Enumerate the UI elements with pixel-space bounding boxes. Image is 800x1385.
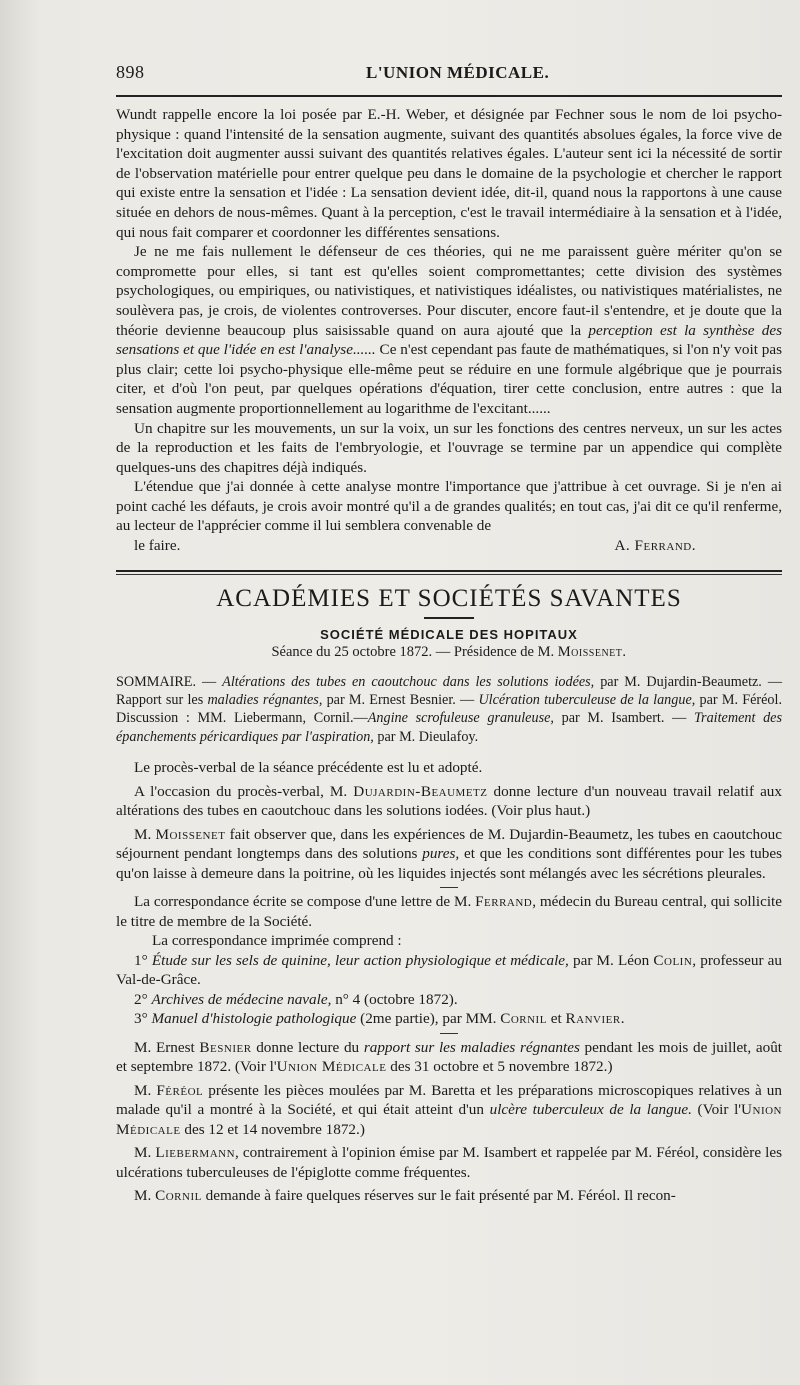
minutes-text: , contrairement à l'opinion émise par M. Isambert et rappelée par M. Féréol, considère les ulcérations tuberculeuses de l'épiglotte comme fréquentes. xyxy=(116,1144,782,1181)
session-text: Séance du 25 octobre 1872. — Présidence de M. xyxy=(271,643,558,660)
minutes-text: M. xyxy=(134,1144,156,1162)
summary-item: Altérations des tubes en caoutchouc dans les solutions iodées, xyxy=(222,673,595,690)
minutes-text: , professeur au Val-de-Grâce. xyxy=(116,951,782,989)
author-signature: A. Ferrand. xyxy=(614,537,696,555)
minutes-paragraph xyxy=(116,1038,782,1077)
review-paragraph-1: Wundt rappelle encore la loi posée par E.-H. Weber, et désignée par Fechner sous le nom de loi psycho-physique : quand l'intensité de la sensation augmente, suivant des quantités absolues égales, la force vive de l'excitation doit augmenter aussi suivant des quantités relatives égales. L'auteur sent ici la nécessité de sortir de l'observation matérielle pour entrer quelque peu dans le domaine de la psychologie et chercher le rapport qui existe entre la sensation et l'idée : La sensation devient idée, dit-il, quand nous la rapportons à une cause située en dehors de nous-mêmes. Quant à la perception, c'est le travail intermédiaire à la sensation et à l'idée, qui nous fait comparer et coordonner les différentes sensations. xyxy=(116,106,782,241)
section-rule-bottom xyxy=(116,574,782,575)
summary-block xyxy=(116,673,782,747)
session-president: Moissenet. xyxy=(557,643,627,660)
minutes-paragraph xyxy=(116,782,782,821)
list-number: 3° xyxy=(134,1010,152,1028)
minutes-text: présente les pièces moulées par M. Baretta et les préparations microscopiques relatives à un malade qu'il a montré à la Société, et qui était atteint d'un xyxy=(116,1081,782,1119)
minutes-text: des 31 octobre et 5 novembre 1872.) xyxy=(386,1058,613,1076)
summary-text-part: par M. Isambert. — xyxy=(553,710,694,727)
member-name: Liebermann xyxy=(155,1144,236,1162)
summary-label: SOMMAIRE. — xyxy=(116,673,223,690)
minutes-paragraph xyxy=(116,1081,782,1140)
member-name: Ferrand xyxy=(475,893,533,911)
page-header xyxy=(116,62,782,89)
minutes-paragraph: Le procès-verbal de la séance précédente est lu et adopté. xyxy=(134,759,483,777)
minutes-text: (Voir l' xyxy=(691,1101,742,1119)
review-text xyxy=(116,105,782,556)
minutes-text: et xyxy=(546,1010,566,1028)
summary-item: Traitement des épanchements péricardiques par l'aspiration, xyxy=(116,710,782,745)
minutes-paragraph xyxy=(116,892,782,931)
minutes-paragraph xyxy=(116,825,782,884)
member-name: Besnier xyxy=(199,1038,252,1056)
review-p2-start: Je ne me fais nullement le défenseur de ces théories, qui ne me paraissent guère mériter qu'on se compromette pour elles, si tant est qu'elles soient compromettantes; cette division des systèmes psychologiques, ou empiriques, ou nativistiques, et nativistiques idéalistes, ou nativistiques matérialistes, ne soulèvera pas, je crois, de violentes controverses. Pour discuter, encore faut-il s'entendre, et je doute que la théorie devienne beaucoup plus saisissable quand on aura ajouté que la xyxy=(116,243,782,339)
minutes-text: M. xyxy=(134,1081,157,1099)
minutes-text: , médecin du Bureau central, qui sollicite le titre de membre de la Société. xyxy=(116,893,783,930)
review-closing xyxy=(116,536,782,556)
minutes-paragraph xyxy=(116,1143,782,1182)
list-number: 1° xyxy=(134,951,152,969)
minutes-text: (2me partie), par MM. xyxy=(356,1010,501,1028)
member-name: Cornil xyxy=(500,1010,547,1028)
member-name: Colin xyxy=(653,951,693,969)
summary-item: Angine scrofuleuse granuleuse, xyxy=(367,710,554,727)
minutes-emphasis: pures, xyxy=(422,845,460,863)
header-rule xyxy=(116,95,782,97)
minutes-paragraph: La correspondance imprimée comprend : xyxy=(152,932,402,950)
session-line xyxy=(116,644,782,661)
list-number: 2° xyxy=(134,990,152,1008)
minutes-paragraph xyxy=(116,1186,782,1206)
journal-name: Union Médicale xyxy=(116,1101,782,1138)
society-name: SOCIÉTÉ MÉDICALE DES HOPITAUX xyxy=(320,626,578,642)
member-name: Ranvier xyxy=(565,1010,621,1028)
minutes-text: donne lecture du xyxy=(251,1038,364,1056)
minutes-text: et que les conditions sont différentes pour les tubes qu'on laisse à demeure dans la poitrine, où les liquides injectés sont mélangés avec les sécrétions pleurales. xyxy=(116,845,782,882)
review-p2-italic: perception est la synthèse des sensations et que l'idée en est l'analyse...... xyxy=(116,321,783,359)
minutes-text: M. Ernest xyxy=(134,1038,200,1056)
list-item xyxy=(116,990,782,1010)
minutes-text: n° 4 (octobre 1872). xyxy=(331,990,458,1008)
publication-title: Manuel d'histologie pathologique xyxy=(151,1010,357,1028)
summary-text-part: par M. Féréol. Discussion : MM. Liebermann, Cornil.— xyxy=(116,692,782,727)
session-minutes xyxy=(116,758,782,1206)
summary-text-part: par M. Dujardin-Beaumetz. — Rapport sur les xyxy=(116,673,783,709)
minutes-emphasis: ulcère tuberculeux de la langue. xyxy=(489,1101,692,1119)
page-number: 898 xyxy=(116,62,145,82)
publication-title: Archives de médecine navale, xyxy=(151,990,332,1008)
member-name: Cornil xyxy=(155,1187,202,1205)
minutes-text: par M. Léon xyxy=(568,951,654,969)
list-item xyxy=(116,1009,782,1029)
member-name: Moissenet xyxy=(155,825,226,843)
summary-item: Ulcération tuberculeuse de la langue, xyxy=(478,692,696,709)
summary-text xyxy=(116,673,782,747)
minutes-text: A l'occasion du procès-verbal, M. xyxy=(134,782,354,800)
section-title: ACADÉMIES ET SOCIÉTÉS SAVANTES xyxy=(216,584,682,612)
section-rule-top xyxy=(116,570,782,572)
review-paragraph-2 xyxy=(116,242,782,418)
divider xyxy=(440,1033,458,1034)
review-p2-end: Ce n'est cependant pas faute de mathématiques, si l'on n'y voit pas plus clair; cette loi psycho-physique elle-même peut se réduire en une formule algébrique que je pourrais citer, et d'où l'on peut, par quelques opérations d'équation, tirer cette conclusion, entre autres : que la sensation augmente proportionnellement au logarithme de l'excitant...... xyxy=(116,341,782,417)
minutes-text: donne lecture d'un nouveau travail relatif aux altérations des tubes en caoutchouc dans les solutions iodées. (Voir plus haut.) xyxy=(116,782,782,820)
minutes-text: fait observer que, dans les expériences de M. Dujardin-Beaumetz, les tubes en caoutchouc séjournent pendant longtemps dans des solutions xyxy=(116,825,782,863)
minutes-text: des 12 et 14 novembre 1872.) xyxy=(180,1120,365,1138)
summary-text-part: par M. Ernest Besnier. — xyxy=(322,692,479,709)
review-paragraph-4: L'étendue que j'ai donnée à cette analyse montre l'importance que j'attribue à cet ouvrage. Si je n'en ai point caché les défauts, je crois avoir montré qu'il a de grandes qualités; en tout cas, j'ai dit ce qu'il renferme, au lecteur de l'apprécier comme il lui semblera convenable de xyxy=(116,478,782,535)
review-paragraph-3: Un chapitre sur les mouvements, un sur la voix, un sur les fonctions des centres nerveux, un sur les actes de la reproduction et les faits de l'embryologie, et l'ouvrage se termine par un appendice qui complète quelques-uns des chapitres déjà indiqués. xyxy=(116,419,782,476)
running-title: L'UNION MÉDICALE. xyxy=(366,63,550,82)
minutes-text: . xyxy=(620,1010,625,1028)
title-rule xyxy=(424,617,474,619)
summary-text-part: par M. Dieulafoy. xyxy=(373,728,479,745)
minutes-text: pendant les mois de juillet, août et septembre 1872. (Voir l' xyxy=(116,1038,783,1076)
summary-item: maladies régnantes, xyxy=(207,692,323,709)
list-item xyxy=(116,951,782,990)
divider xyxy=(440,887,458,888)
minutes-text: La correspondance écrite se compose d'une lettre de M. xyxy=(134,893,476,911)
minutes-text: demande à faire quelques réserves sur le fait présenté par M. Féréol. Il recon- xyxy=(201,1187,676,1205)
member-name: Dujardin-Beaumetz xyxy=(353,782,488,800)
journal-name: Union Médicale xyxy=(276,1058,387,1076)
member-name: Féréol xyxy=(156,1081,204,1099)
minutes-emphasis: rapport sur les maladies régnantes xyxy=(363,1038,580,1056)
publication-title: Étude sur les sels de quinine, leur action physiologique et médicale, xyxy=(151,951,569,969)
minutes-text: M. xyxy=(134,1187,156,1205)
review-last-line: le faire. xyxy=(134,537,181,555)
minutes-text: M. xyxy=(134,825,156,843)
